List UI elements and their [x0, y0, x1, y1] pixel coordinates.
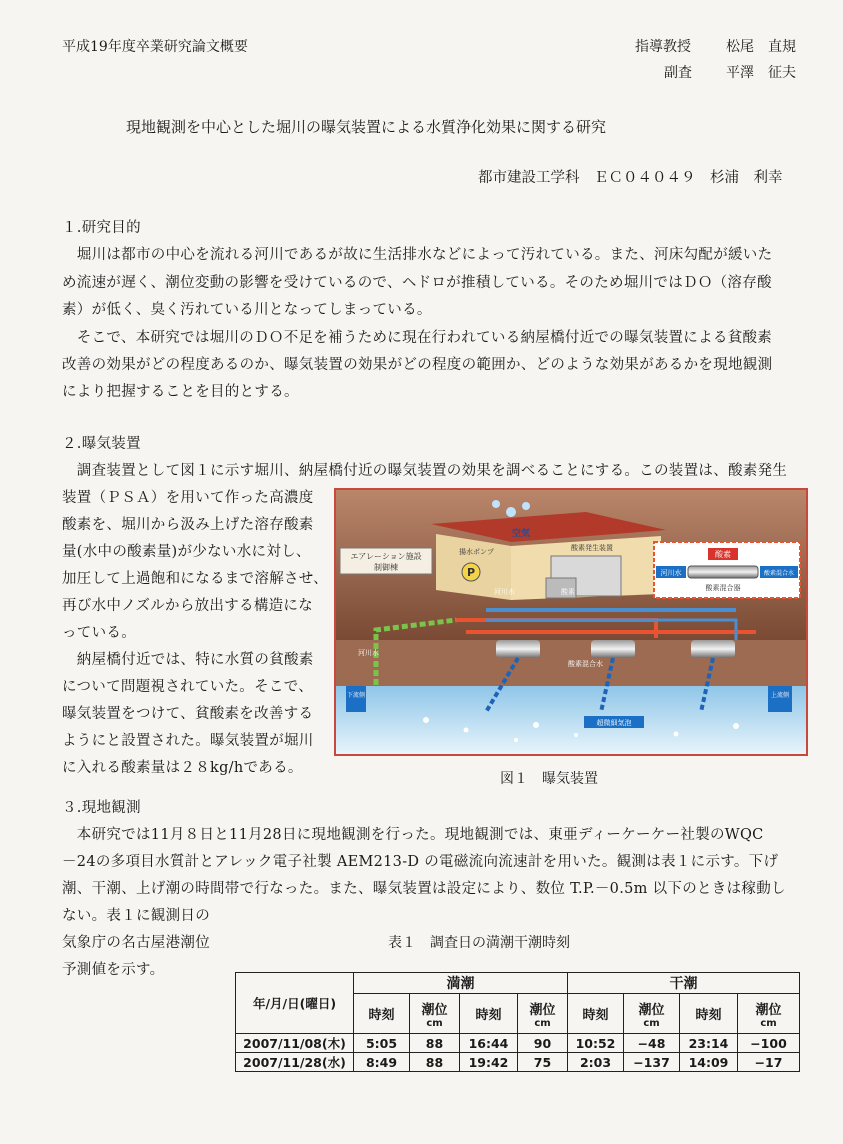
- downstream-label: 下流側: [346, 692, 366, 699]
- section2-line: 酸素を、堀川から汲み上げた溶存酸素: [62, 517, 314, 533]
- section3-line: 本研究では11月８日と11月28日に現地観測を行った。現地観測では、東亜ディーケーケー社製のWQC: [62, 827, 764, 843]
- inset-out-label: 酸素混合水: [763, 570, 795, 577]
- section1-line: 堀川は都市の中心を流れる河川であるが故に生活排水などによって汚れている。また、河床勾配が緩いた: [62, 247, 773, 263]
- time-header: 時刻: [354, 994, 410, 1034]
- time-header: 時刻: [680, 994, 738, 1034]
- section3-line: ない。表１に観測日の: [62, 908, 210, 924]
- level-header: 潮位 cm: [410, 994, 460, 1034]
- author-line: 都市建設工学科 ＥＣ０４０４９ 杉浦 利幸: [478, 170, 783, 186]
- advisor-name: 松尾 直規: [726, 39, 796, 55]
- section1-line: そこで、本研究では堀川のＤＯ不足を補うために現在行われている納屋橋付近での曝気装置による貧酸素: [62, 330, 773, 346]
- section2-line: について問題視されていた。そこで、: [62, 679, 314, 695]
- level-header: 潮位 cm: [624, 994, 680, 1034]
- inset-river-label: 河川水: [660, 569, 682, 577]
- section2-line: ようにと設置された。曝気装置が堀川: [62, 733, 314, 749]
- section3-line: －24の多項目水質計とアレック電子社製 AEM213-D の電磁流向流速計を用いた。観測は表１に示す。下げ: [62, 854, 779, 870]
- section2-line: っている。: [62, 625, 136, 641]
- oxygen-label: 酸素: [715, 550, 731, 559]
- section1-line: 改善の効果がどの程度あるのか、曝気装置の効果がどの程度の範囲か、どのような効果があるかを現地観測: [62, 357, 773, 373]
- bubbles-label: 超微細気泡: [596, 719, 632, 727]
- section2-line: 装置（ＰＳＡ）を用いて作った高濃度: [62, 490, 314, 506]
- advisor-role: 指導教授: [635, 39, 691, 55]
- section2-line: 納屋橋付近では、特に水質の貧酸素: [62, 652, 314, 668]
- high-tide-header: 満潮: [354, 973, 568, 994]
- section1-line: め流速が遅く、潮位変動の影響を受けているので、ヘドロが推積している。そのため堀川ではＤＯ（溶存酸: [62, 275, 772, 291]
- section2-line: 曝気装置をつけて、貧酸素を改善する: [62, 706, 314, 722]
- section3-heading: ３.現地観測: [62, 800, 141, 816]
- river-water-label: 河川水: [494, 588, 515, 596]
- tide-table: [235, 972, 800, 1072]
- oxygen-label: 酸素: [561, 588, 575, 596]
- level-header: 潮位 cm: [738, 994, 800, 1034]
- facility-label: エアレーション施設: [350, 552, 422, 561]
- section3-line: 潮、干潮、上げ潮の時間帯で行なった。また、曝気装置は設定により、数位 T.P.－0.5m 以下のときは稼動し: [62, 881, 786, 897]
- pump-label: 揚水ポンプ: [459, 548, 494, 556]
- section3-line: 気象庁の名古屋港潮位: [62, 935, 210, 951]
- series-label: 平成19年度卒業研究論文概要: [62, 39, 248, 55]
- mixer-label: 酸素混合器: [705, 584, 741, 592]
- sub-name: 平澤 征夫: [726, 65, 796, 81]
- facility-sub-label: 制御棟: [374, 563, 398, 572]
- air-label: 空気: [512, 529, 531, 539]
- upstream-label: 上流側: [770, 692, 790, 699]
- oxygen-mixed-water-label: 酸素混合水: [568, 660, 603, 668]
- date-header: 年/月/日(曜日): [236, 973, 354, 1034]
- aeration-diagram: [334, 488, 808, 756]
- pump-icon: P: [466, 566, 476, 579]
- section2-line: 調査装置として図１に示す堀川、納屋橋付近の曝気装置の効果を調べることにする。この装置は、酸素発生: [62, 463, 788, 479]
- section3-line: 予測値を示す。: [62, 962, 165, 978]
- section2-heading: ２.曝気装置: [62, 436, 141, 452]
- section1-heading: １.研究目的: [62, 220, 141, 236]
- paper-title: 現地観測を中心とした堀川の曝気装置による水質浄化効果に関する研究: [126, 118, 607, 136]
- level-header: 潮位 cm: [518, 994, 568, 1034]
- table-caption: 表１ 調査日の満潮干潮時刻: [388, 935, 570, 951]
- section2-line: 再び水中ノズルから放出する構造にな: [62, 598, 314, 614]
- time-header: 時刻: [568, 994, 624, 1034]
- section1-line: により把握することを目的とする。: [62, 384, 299, 400]
- table-row: 2007/11/28(水) 8:49 88 19:42 75 2:03 −137 14:09 −17: [236, 1053, 800, 1072]
- section2-line: 加圧して上過飽和になるまで溶解させ、: [62, 571, 328, 587]
- table-row: 2007/11/08(木) 5:05 88 16:44 90 10:52 −48 23:14 −100: [236, 1034, 800, 1053]
- section2-line: に入れる酸素量は２８kg/hである。: [62, 760, 303, 776]
- section2-line: 量(水中の酸素量)が少ない水に対し、: [62, 544, 311, 560]
- time-header: 時刻: [460, 994, 518, 1034]
- sub-role: 副査: [664, 65, 692, 81]
- river-water-label: 河川水: [358, 649, 379, 657]
- low-tide-header: 干潮: [568, 973, 800, 994]
- section1-line: 素）が低く、臭く汚れている川となってしまっている。: [62, 302, 432, 318]
- oxygen-generator-label: 酸素発生装置: [571, 544, 613, 552]
- figure-caption: 図１ 曝気装置: [500, 771, 598, 787]
